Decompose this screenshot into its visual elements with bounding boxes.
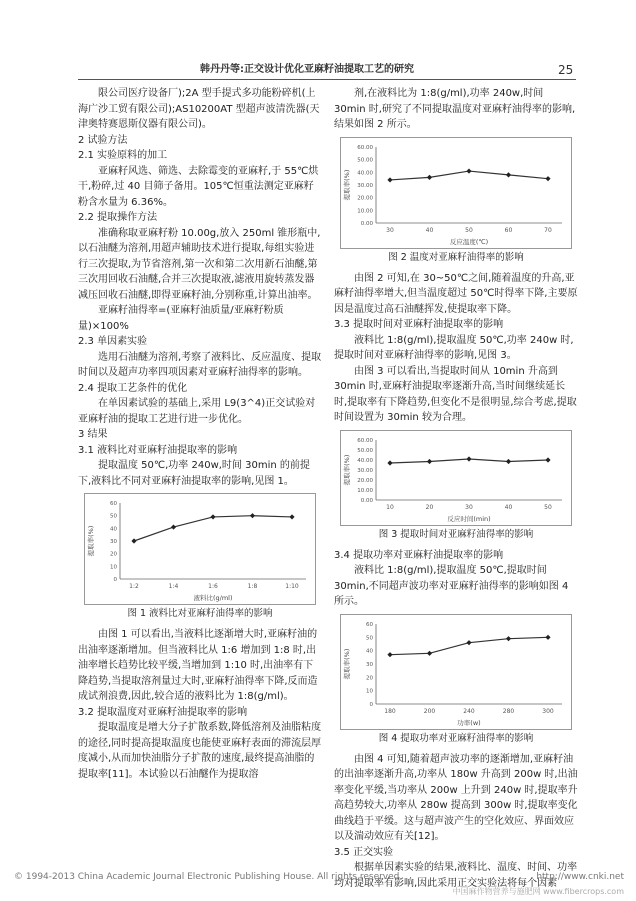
figure-caption: 图 3 提取时间对亚麻籽油得率的影响: [378, 528, 534, 540]
y-tick-label: 60: [366, 621, 373, 628]
copyright-notice: © 1994-2013 China Academic Journal Electronic Publishing House. All rights reserved.: [14, 872, 403, 882]
paragraph: 提取温度 50℃,功率 240w,时间 30min 的前提下,液料比不同对亚麻籽油提取率的影响,见图 1。: [78, 460, 310, 487]
y-tick-label: 30.00: [357, 467, 373, 474]
x-tick-label: 40: [425, 226, 434, 234]
chart-frame: [85, 494, 316, 605]
figure-4: [334, 614, 578, 746]
x-tick-label: 200: [423, 707, 436, 715]
figure-caption: 图 1 液料比对亚麻籽油得率的影响: [127, 608, 273, 619]
y-tick-label: 10: [110, 564, 117, 571]
x-tick-label: 30: [465, 503, 473, 511]
paragraph: 选用石油醚为溶剂,考察了液料比、反应温度、提取时间以及超声功率四项因素对亚麻籽油得率的影响。: [78, 351, 322, 378]
y-tick-label: 60.00: [357, 437, 373, 444]
figure-2: [334, 137, 578, 265]
y-tick-label: 30: [110, 539, 117, 545]
paragraph: 由图 1 可以看出,当液料比逐渐增大时,亚麻籽油的出油率逐渐增加。但当液料比从 1:6 增加到 1:8 时,出油率增长趋势比较平缓,当增加到 1:10 时,出油率有下降趋势,当提取溶剂量过大时,亚麻籽油得率下降,反而造成试剂浪费,因此,较合适的液料比为 1:8(g/ml)。: [78, 629, 318, 702]
y-tick-label: 50.00: [357, 157, 373, 164]
x-tick-label: 50: [465, 226, 473, 234]
figure-1: [78, 493, 322, 621]
y-tick-label: 60: [110, 501, 117, 507]
x-tick-label: 280: [502, 707, 515, 715]
figure-2-chart: [340, 137, 572, 249]
x-tick-label: 1:2: [129, 583, 139, 590]
x-tick-label: 240: [463, 707, 475, 715]
figure-4-chart: [340, 614, 572, 730]
y-tick-label: 40.00: [357, 169, 373, 176]
figure-caption: 图 4 提取功率对亚麻籽油得率的影响: [378, 732, 534, 744]
paragraph: 根据单因素实验的结果,液料比、温度、时间、功率均对提取率有影响,因此采用正交实验法将每个因素: [334, 862, 578, 889]
x-tick-label: 70: [544, 226, 552, 234]
y-tick-label: 20.00: [357, 195, 373, 202]
y-tick-label: 20: [110, 551, 117, 558]
paragraph: 由图 2 可知,在 30~50℃之间,随着温度的升高,亚麻籽油得率增大,但当温度超过 50℃时得率下降,主要原因是温度过高石油醚挥发,使提取率下降。: [334, 272, 578, 315]
paragraph: 在单因素试验的基础上,采用 L9(3^4)正交试验对亚麻籽油的提取工艺进行进一步优化。: [78, 398, 316, 425]
y-tick-label: 40.00: [357, 457, 373, 464]
x-tick-label: 300: [542, 707, 554, 715]
y-tick-label: 40: [366, 648, 373, 655]
x-tick-label: 1:6: [208, 583, 218, 590]
section-heading: 3.2 提取温度对亚麻籽油提取率的影响: [78, 706, 248, 718]
y-tick-label: 40: [110, 526, 117, 533]
figure-3: [334, 430, 578, 542]
x-axis-label: 反应时间(min): [447, 514, 491, 523]
y-axis-label: 提取率(%): [343, 169, 351, 200]
left-column: [78, 86, 322, 782]
chart-frame: [341, 137, 572, 248]
section-heading: 2.2 提取操作方法: [78, 212, 158, 223]
x-tick-label: 1:8: [247, 583, 258, 590]
section-heading: 3 结果: [78, 429, 108, 440]
watermark-text: 中国麻作物营养与施肥网 www.fibercrops.com: [452, 887, 624, 896]
page-header: [0, 0, 636, 80]
y-tick-label: 10.00: [357, 487, 373, 494]
x-tick-label: 40: [504, 503, 513, 511]
x-tick-label: 50: [544, 503, 552, 511]
y-tick-label: 0: [369, 701, 373, 708]
figure-caption: 图 2 温度对亚麻籽油得率的影响: [388, 251, 524, 263]
section-heading: 2 试验方法: [78, 134, 128, 146]
x-tick-label: 20: [425, 503, 434, 511]
y-axis-label: 提取率(%): [343, 648, 351, 679]
x-axis-label: 功率(w): [457, 718, 481, 727]
y-tick-label: 10: [366, 688, 373, 695]
figure-3-chart: [340, 430, 572, 526]
y-tick-label: 20: [366, 674, 373, 681]
running-head: 韩丹丹等:正交设计优化亚麻籽油提取工艺的研究: [200, 64, 414, 75]
x-tick-label: 1:4: [168, 583, 179, 590]
y-axis-label: 提取率(%): [343, 454, 351, 485]
paragraph: 亚麻籽油得率=(亚麻籽油质量/亚麻籽粉质量)×100%: [78, 305, 284, 332]
chart-frame: [341, 430, 572, 525]
y-tick-label: 20.00: [357, 477, 373, 484]
section-heading: 3.5 正交实验: [334, 846, 394, 858]
paragraph: 剂,在液料比为 1:8(g/ml),功率 240w,时间 30min 时,研究了不同提取温度对亚麻籽油得率的影响,结果如图 2 所示。: [334, 88, 576, 130]
paragraph: 由图 3 可以看出,当提取时间从 10min 升高到 30min 时,亚麻籽油提取率逐渐升高,当时间继续延长时,提取率有下降趋势,但变化不是很明显,综合考虑,提取时间设置为 30min 较为合理。: [334, 365, 577, 423]
y-tick-label: 30.00: [357, 182, 373, 189]
y-tick-label: 0: [113, 577, 117, 583]
y-tick-label: 50: [366, 634, 373, 641]
x-tick-label: 180: [384, 707, 396, 715]
x-tick-label: 1:10: [285, 583, 299, 590]
y-tick-label: 50.00: [357, 447, 373, 454]
header-rule: [78, 79, 576, 80]
paragraph: 提取温度是增大分子扩散系数,降低溶剂及油脂粘度的途径,同时提高提取温度也能使亚麻籽表面的滞流层厚度减小,从而加快油脂分子扩散的速度,最终提高油脂的提取率[11]。本试验以石油醚作为提取溶: [78, 722, 322, 780]
cnki-link[interactable]: http://www.cnki.net: [536, 872, 624, 882]
page-number: 25: [558, 63, 574, 77]
y-tick-label: 10.00: [357, 207, 373, 214]
paragraph: 准确称取亚麻籽粉 10.00g,放入 250ml 锥形瓶中,以石油醚为溶剂,用超声辅助技术进行提取,每组实验进行三次提取,为节省溶剂,第一次和第二次用新石油醚,第三次用回收石油醚,合并三次提取液,滤液用旋转蒸发器减压回收石油醚,即得亚麻籽油,分别称重,计算出油率。: [78, 227, 321, 301]
x-tick-label: 10: [386, 503, 394, 511]
paragraph: 限公司医疗设备厂);2A 型手提式多功能粉碎机(上海广沙工贸有限公司);AS10200AT 型超声波清洗器(天津奥特赛恩斯仪器有限公司)。: [78, 88, 320, 130]
paragraph: 亚麻籽风选、筛选、去除霉变的亚麻籽,于 55℃烘干,粉碎,过 40 目筛子备用。105℃恒重法测定亚麻籽粉含水量为 6.36%。: [78, 165, 319, 208]
y-tick-label: 50: [110, 513, 117, 520]
section-heading: 2.1 实验原料的加工: [78, 150, 168, 161]
section-heading: 2.3 单因素实验: [78, 336, 148, 347]
chart-frame: [341, 614, 572, 729]
paragraph: 液料比 1:8(g/ml),提取温度 50℃,提取时间 30min,不同超声波功率对亚麻籽油得率的影响如图 4 所示。: [334, 565, 569, 607]
x-axis-label: 反应温度(℃): [449, 237, 489, 246]
x-axis-label: 液料比(g/ml): [193, 594, 233, 602]
paragraph: 液料比 1:8(g/ml),提取温度 50℃,功率 240w 时,提取时间对亚麻籽油得率的影响,见图 3。: [334, 334, 574, 361]
y-tick-label: 60.00: [357, 144, 373, 151]
x-tick-label: 30: [386, 226, 394, 234]
section-heading: 3.4 提取功率对亚麻籽油提取率的影响: [334, 549, 504, 561]
right-column: [334, 86, 578, 891]
section-heading: 2.4 提取工艺条件的优化: [78, 382, 188, 394]
y-tick-label: 0.00: [360, 497, 373, 504]
figure-1-chart: [84, 493, 316, 605]
section-heading: 3.3 提取时间对亚麻籽油提取率的影响: [334, 319, 504, 330]
y-axis-label: 提取率(%): [87, 525, 95, 557]
y-tick-label: 0.00: [360, 220, 373, 227]
x-tick-label: 60: [504, 226, 513, 234]
paragraph: 由图 4 可知,随着超声波功率的逐渐增加,亚麻籽油的出油率逐渐升高,功率从 180w 升高到 200w 时,出油率变化平缓,当功率从 200w 上升到 240w 时,提取率升高趋势较大,功率从 280w 提高到 300w 时,提取率变化曲线趋于平缓。这与超声波产生的空化效应、界面效应以及湍动效应有关[12]。: [334, 753, 578, 842]
y-tick-label: 30: [366, 661, 373, 668]
section-heading: 3.1 液料比对亚麻籽油提取率的影响: [78, 444, 238, 456]
